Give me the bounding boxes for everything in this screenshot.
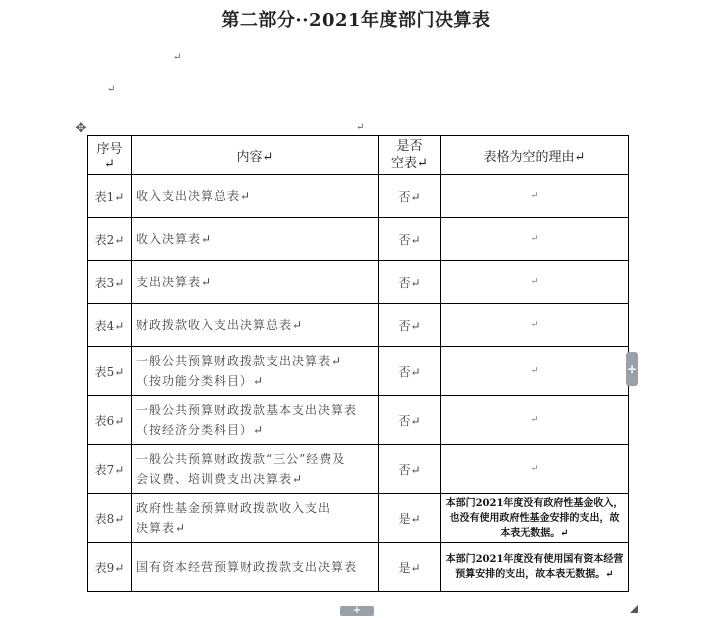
- reason-line: ↵: [530, 366, 539, 376]
- table-row: [88, 494, 629, 543]
- cell-reason: [441, 347, 629, 396]
- reason-line: 也没有使用政府性基金安排的支出，故: [449, 512, 620, 524]
- content-line: 收入支出决算总表↵: [136, 189, 252, 203]
- cell-content: [132, 304, 379, 347]
- cell-seq: 表4↵: [88, 304, 132, 347]
- content-line: 支出决算表↵: [136, 275, 213, 289]
- cell-is-empty: 否↵: [379, 304, 441, 347]
- content-line: （按经济分类科目）↵: [136, 423, 265, 437]
- cell-reason: [441, 175, 629, 218]
- table-row: [88, 445, 629, 494]
- header-is-empty: 是否 空表↵: [379, 136, 441, 175]
- cell-reason: [441, 396, 629, 445]
- reason-line: 本部门2021年度没有政府性基金收入，: [445, 497, 624, 509]
- cell-content: [132, 261, 379, 304]
- reason-line: 预算安排的支出，故本表无数据。↵: [455, 569, 614, 580]
- table-row: [88, 304, 629, 347]
- header-reason: 表格为空的理由↵: [441, 136, 629, 175]
- cell-seq: 表9↵: [88, 543, 132, 592]
- cell-seq: 表8↵: [88, 494, 132, 543]
- table-row: [88, 347, 629, 396]
- cell-reason: [441, 543, 629, 592]
- header-content: 内容↵: [132, 136, 379, 175]
- cell-is-empty: 否↵: [379, 396, 441, 445]
- table-move-handle-icon[interactable]: ✥: [75, 121, 87, 136]
- reason-line: ↵: [530, 320, 539, 330]
- table-row: [88, 261, 629, 304]
- content-line: 国有资本经营预算财政拨款支出决算表: [136, 560, 358, 574]
- content-line: 决算表↵: [136, 521, 187, 535]
- cell-is-empty: 否↵: [379, 261, 441, 304]
- cell-seq: 表2↵: [88, 218, 132, 261]
- content-line: 一般公共预算财政拨款基本支出决算表: [136, 403, 358, 417]
- reason-line: ↵: [530, 191, 539, 201]
- final-accounts-table: [87, 135, 629, 592]
- cell-seq: 表5↵: [88, 347, 132, 396]
- cell-content: [132, 494, 379, 543]
- cell-seq: 表6↵: [88, 396, 132, 445]
- table-row: [88, 218, 629, 261]
- cell-is-empty: 否↵: [379, 175, 441, 218]
- reason-line: 本部门2021年度没有使用国有资本经营: [445, 554, 624, 565]
- cell-reason: [441, 261, 629, 304]
- paragraph-mark: ↵: [356, 122, 365, 133]
- reason-line: ↵: [530, 234, 539, 244]
- reason-line: ↵: [530, 277, 539, 287]
- cell-is-empty: 是↵: [379, 543, 441, 592]
- cell-seq: 表7↵: [88, 445, 132, 494]
- table-resize-handle-icon[interactable]: [629, 604, 639, 614]
- table-row: [88, 396, 629, 445]
- cell-reason: [441, 218, 629, 261]
- cell-seq: 表3↵: [88, 261, 132, 304]
- reason-line: ↵: [530, 415, 539, 425]
- header-seq: 序号↵: [88, 136, 132, 175]
- table-row: [88, 543, 629, 592]
- cell-content: [132, 347, 379, 396]
- cell-reason: [441, 304, 629, 347]
- reason-line: 本表无数据。↵: [500, 527, 569, 539]
- content-line: 一般公共预算财政拨款支出决算表↵: [136, 354, 343, 368]
- content-line: 会议费、培训费支出决算表↵: [136, 472, 304, 486]
- insert-row-handle-icon[interactable]: +: [340, 606, 374, 616]
- cell-content: [132, 396, 379, 445]
- content-line: 财政拨款收入支出决算总表↵: [136, 318, 304, 332]
- cell-is-empty: 否↵: [379, 347, 441, 396]
- content-line: （按功能分类科目）↵: [136, 374, 265, 388]
- content-line: 一般公共预算财政拨款“三公”经费及: [136, 452, 346, 466]
- cell-content: [132, 543, 379, 592]
- cell-seq: 表1↵: [88, 175, 132, 218]
- reason-line: ↵: [530, 464, 539, 474]
- cell-is-empty: 否↵: [379, 445, 441, 494]
- table-header-row: [88, 136, 629, 175]
- cell-content: [132, 445, 379, 494]
- cell-is-empty: 否↵: [379, 218, 441, 261]
- paragraph-mark: ↵: [173, 52, 182, 63]
- content-line: 政府性基金预算财政拨款收入支出: [136, 501, 332, 515]
- paragraph-mark: ↵: [107, 84, 116, 95]
- table-row: [88, 175, 629, 218]
- insert-column-handle-icon[interactable]: +: [626, 352, 638, 386]
- cell-reason: [441, 494, 629, 543]
- cell-is-empty: 是↵: [379, 494, 441, 543]
- cell-content: [132, 175, 379, 218]
- page-title: 第二部分··2021年度部门决算表: [221, 10, 491, 31]
- cell-reason: [441, 445, 629, 494]
- cell-content: [132, 218, 379, 261]
- content-line: 收入决算表↵: [136, 232, 213, 246]
